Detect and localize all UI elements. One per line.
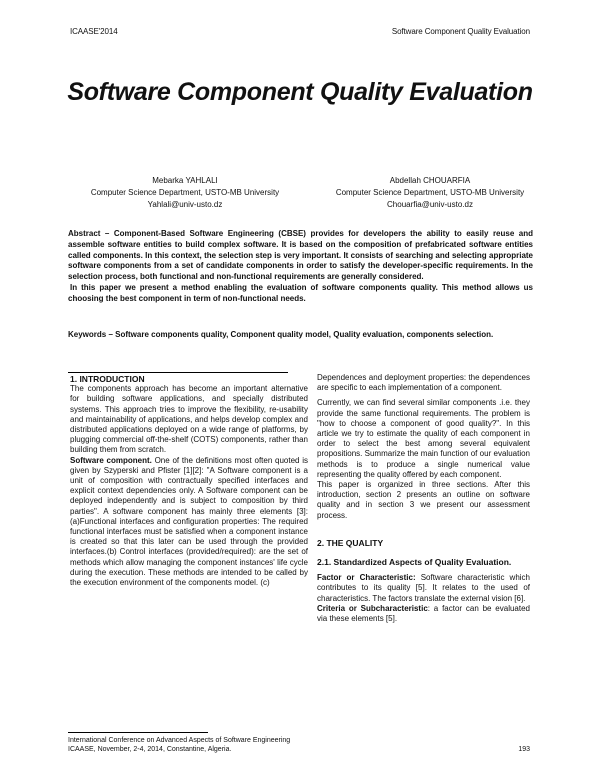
section-2-1-heading: 2.1. Standardized Aspects of Quality Evaluation. xyxy=(317,557,512,568)
abstract xyxy=(68,229,533,305)
author-affiliation: Computer Science Department, USTO-MB University xyxy=(90,188,280,197)
left-column xyxy=(70,374,308,588)
body-paragraph: This paper is organized in three sections. After this introduction, section 2 presents an outline on software quality and in section 3 we present our assessment process. xyxy=(317,480,530,520)
body-paragraph: Currently, we can find several similar components .i.e. they provide the same functional requirements. The problem is "how to choose a component of good quality?". In this article we try to estimate the quality of each component in order to select the best among several equivalent propositions. Summarize the main function of our evaluation methods is to produce a single numerical value representing the quality offered by each component. xyxy=(317,398,530,479)
footer-conference xyxy=(68,736,408,754)
author-email: Chouarfia@univ-usto.dz xyxy=(387,200,473,209)
abstract-paragraph: In this paper we present a method enabling the evaluation of software components quality. This method allows us choosing the best component in term of non-functional needs. xyxy=(68,282,533,303)
criteria-label: Criteria or Subcharacteristic xyxy=(317,603,428,613)
section-1-heading: 1. INTRODUCTION xyxy=(70,374,145,384)
intro-paragraph: The components approach has become an important alternative for building software applications, and specially distributed systems. This approach tries to improve the flexibility, re-usability and maintainability of applications, and helps develop complex and distributed applications deployed on a wide range of platforms, by plugging commercial off-the-shelf (COTS) components, rather than building them from scratch. xyxy=(70,384,308,455)
footer-line-2: ICAASE, November, 2-4, 2014, Constantine, Algeria. xyxy=(68,746,232,753)
author-block-2 xyxy=(315,175,545,211)
page-number: 193 xyxy=(518,746,530,753)
author-name: Mebarka YAHLALI xyxy=(152,176,218,185)
author-name: Abdellah CHOUARFIA xyxy=(389,176,471,185)
paper-title: Software Component Quality Evaluation xyxy=(67,78,533,106)
factor-label: Factor or Characteristic: xyxy=(317,573,416,583)
running-header-left: ICAASE'2014 xyxy=(70,27,118,36)
keywords: Keywords – Software components quality, Component quality model, Quality evaluation, components selection. xyxy=(68,330,494,339)
running-header-right: Software Component Quality Evaluation xyxy=(391,27,530,36)
body-paragraph: Dependences and deployment properties: the dependences are specific to each implementation of a component. xyxy=(317,373,530,393)
author-block-1 xyxy=(70,175,300,211)
section-2-heading: 2. THE QUALITY xyxy=(317,537,384,548)
section-rule xyxy=(68,372,288,373)
footer-line-1: International Conference on Advanced Aspects of Software Engineering xyxy=(68,737,291,744)
software-component-text: One of the definitions most often quoted is given by Szyperski and Pfister [1][2]: "A Software component is a unit of composition with contractually specified interfaces and explicit context dependencies only. A Software component can be deployed independently and is subject to composition by third parties". A software component has mainly three elements [3]: (a)Functional interfaces and configuration properties: The required functional interfaces must be satisfied when a component instance is created so that this later can be used through the provided interfaces.(b) Control interfaces (provided/required): are the set of methods which allow managing the component instances' life cycle during the execution. These methods are intended to be called by the execution environment of the components model. (c) xyxy=(70,455,309,588)
right-column xyxy=(317,373,530,624)
author-affiliation: Computer Science Department, USTO-MB University xyxy=(335,188,525,197)
abstract-paragraph: Abstract – Component-Based Software Engineering (CBSE) provides for developers the ability to easily reuse and assemble software entities to build complex software. It is based on the composition of prefabricated software entities called components. In this context, the selection step is very important. It consists of searching and selecting appropriate software components from a set of candidate components in order to satisfy the developer-specific requirements. In the selection process, both functional and non-functional requirements are generally considered. xyxy=(68,229,533,282)
footer-rule xyxy=(68,732,208,733)
author-email: Yahlali@univ-usto.dz xyxy=(147,200,223,209)
factor-text: Software characteristic which contributes to its quality [5]. It relates to the used of characteristics. The factors translate the external vision [6]. xyxy=(317,573,530,603)
criteria-text: : a factor can be evaluated via these elements [5]. xyxy=(317,603,530,624)
software-component-label: Software component. xyxy=(70,455,152,465)
